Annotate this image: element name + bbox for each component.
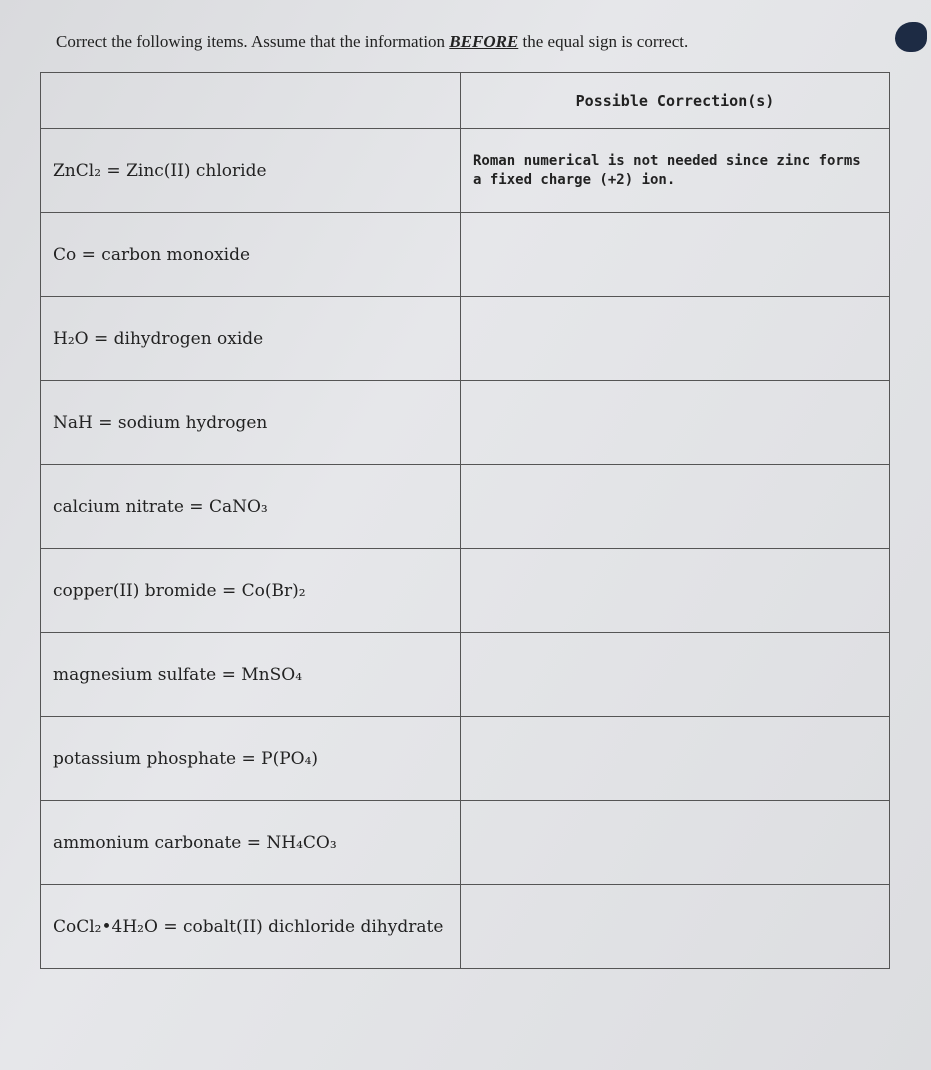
- header-correction: Possible Correction(s): [461, 73, 890, 129]
- table-row: [41, 801, 890, 885]
- ink-blot: [895, 22, 927, 52]
- item-cell: ZnCl₂ = Zinc(II) chloride: [41, 129, 461, 213]
- item-cell: calcium nitrate = CaNO₃: [41, 465, 461, 549]
- item-cell: H₂O = dihydrogen oxide: [41, 297, 461, 381]
- item-cell: Co = carbon monoxide: [41, 213, 461, 297]
- instructions-before: Correct the following items. Assume that the information: [56, 32, 450, 51]
- item-cell: potassium phosphate = P(PO₄): [41, 717, 461, 801]
- table-row: [41, 297, 890, 381]
- item-cell: ammonium carbonate = NH₄CO₃: [41, 801, 461, 885]
- header-item-cell: [41, 73, 461, 129]
- correction-cell[interactable]: [461, 465, 890, 549]
- table-row: [41, 129, 890, 213]
- correction-cell[interactable]: [461, 717, 890, 801]
- table-row: [41, 465, 890, 549]
- table-row: [41, 213, 890, 297]
- corrections-table: [40, 72, 890, 969]
- correction-cell[interactable]: [461, 801, 890, 885]
- table-row: [41, 633, 890, 717]
- instructions-emphasis: BEFORE: [449, 32, 519, 51]
- correction-cell[interactable]: [461, 885, 890, 969]
- item-cell: NaH = sodium hydrogen: [41, 381, 461, 465]
- correction-cell[interactable]: [461, 549, 890, 633]
- correction-cell[interactable]: [461, 213, 890, 297]
- item-cell: CoCl₂•4H₂O = cobalt(II) dichloride dihydrate: [41, 885, 461, 969]
- instructions: [56, 32, 688, 52]
- table-row: [41, 549, 890, 633]
- table-row: [41, 381, 890, 465]
- item-cell: magnesium sulfate = MnSO₄: [41, 633, 461, 717]
- item-cell: copper(II) bromide = Co(Br)₂: [41, 549, 461, 633]
- instructions-after: the equal sign is correct.: [518, 32, 689, 51]
- correction-cell[interactable]: [461, 297, 890, 381]
- header-row: [41, 73, 890, 129]
- correction-cell[interactable]: [461, 633, 890, 717]
- table-row: [41, 885, 890, 969]
- correction-cell[interactable]: [461, 381, 890, 465]
- table-row: [41, 717, 890, 801]
- correction-cell[interactable]: Roman numerical is not needed since zinc forms a fixed charge (+2) ion.: [461, 129, 890, 213]
